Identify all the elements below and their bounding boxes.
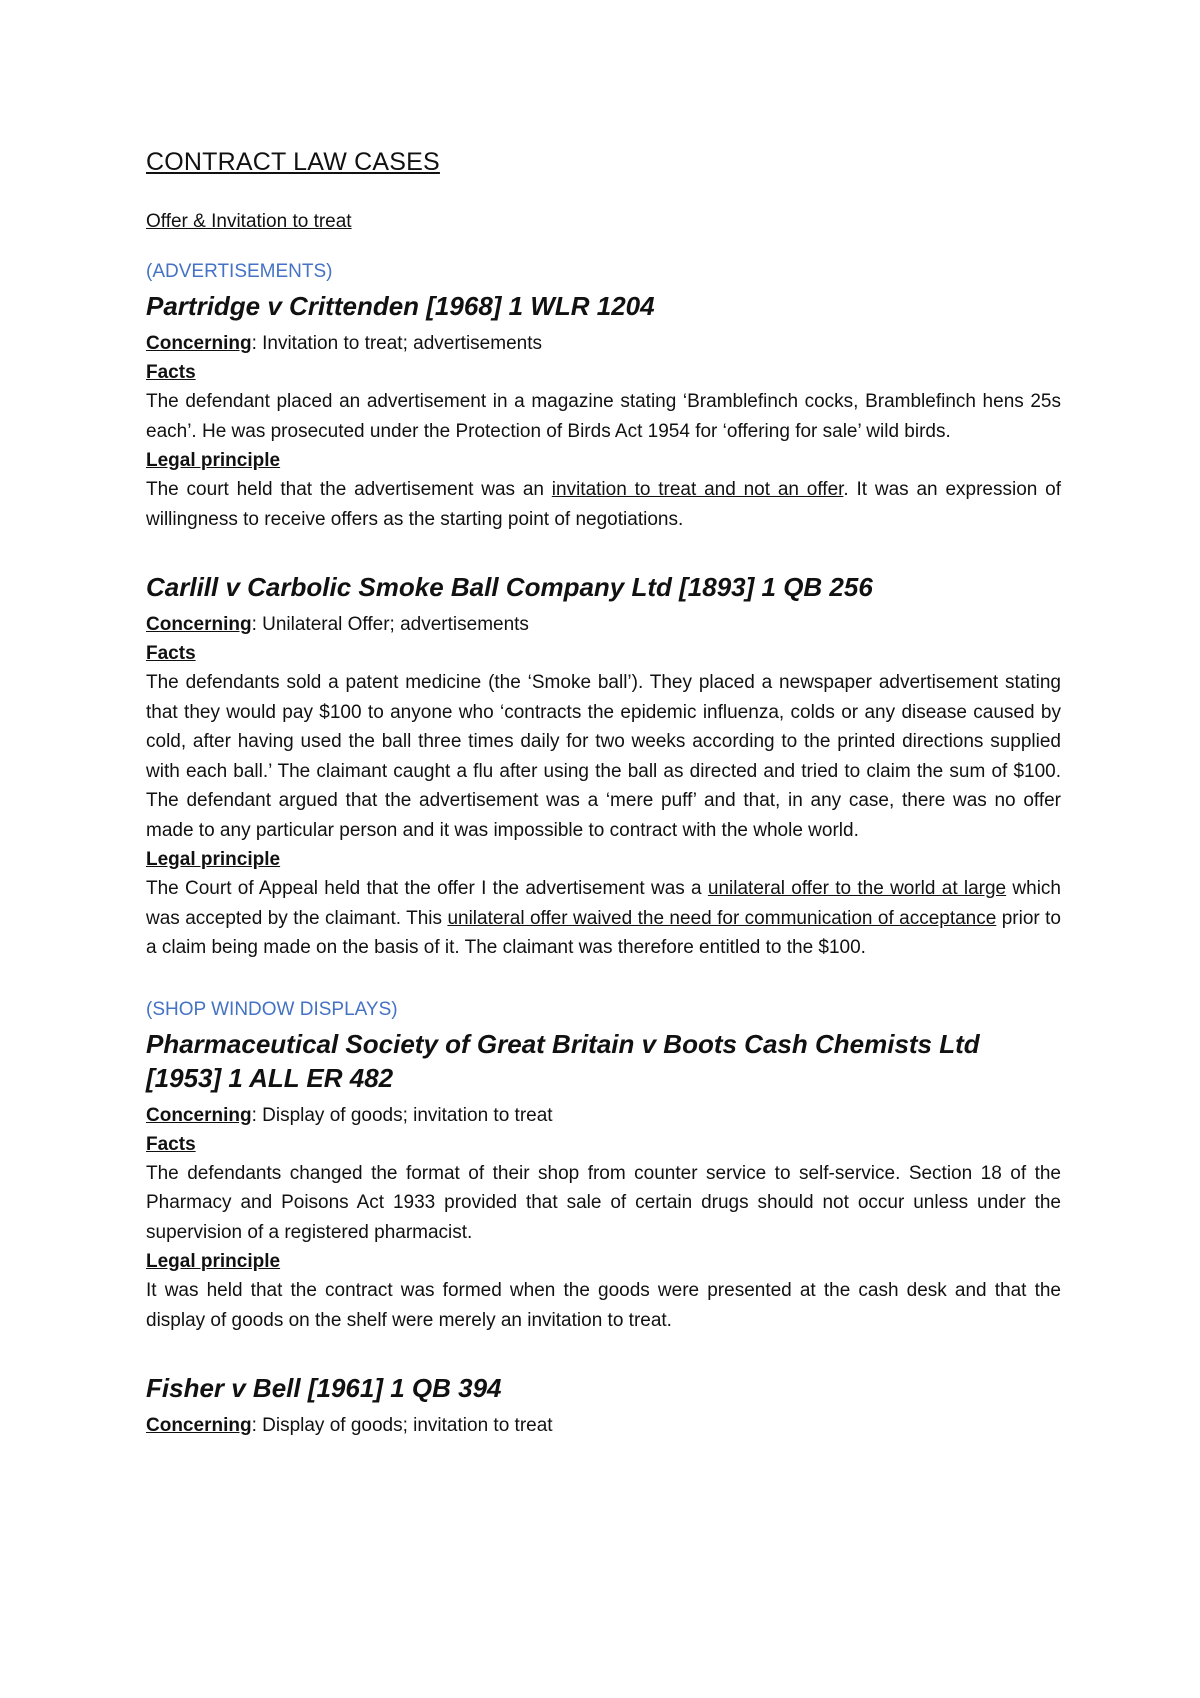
case-name: Carlill v Carbolic Smoke Ball Company Ltd [1893] 1 QB 256 [146, 572, 873, 602]
principle-emphasis: invitation to treat and not an offer [551, 479, 844, 500]
facts-label: Facts [146, 362, 196, 383]
principle-part: prior to a claim being made on the basis of it. The claimant was therefore entitled to the $100. [146, 907, 1061, 958]
category-shop-window: (SHOP WINDOW DISPLAYS) [146, 998, 398, 1020]
concerning-label: Concerning [146, 1104, 252, 1126]
concerning-label: Concerning [146, 1415, 252, 1436]
concerning-line [146, 610, 1061, 639]
concerning-label: Concerning [146, 614, 252, 635]
principle-emphasis: unilateral offer to the world at large [707, 878, 1007, 899]
principle-label: Legal principle [146, 1251, 281, 1272]
case-name: Partridge v Crittenden [1968] 1 WLR 1204 [146, 291, 655, 321]
concerning-line [146, 1411, 1061, 1440]
document-page [146, 148, 1061, 1476]
principle-emphasis: unilateral offer waived the need for communication of acceptance [447, 907, 997, 929]
facts-text: The defendant placed an advertisement in a magazine stating ‘Bramblefinch cocks, Bramblefinch hens 25s each’. He was prosecuted under the Protection of Birds Act 1954 for ‘offering for sale’ wild birds. [146, 391, 1061, 442]
principle-text [146, 874, 1061, 963]
category-advertisements: (ADVERTISEMENTS) [146, 261, 333, 282]
concerning-label: Concerning [146, 333, 252, 354]
principle-part: The court held that the advertisement was an [146, 479, 552, 500]
principle-label: Legal principle [146, 849, 281, 870]
document-title: CONTRACT LAW CASES [146, 148, 440, 176]
concerning-text: : Display of goods; invitation to treat [251, 1415, 553, 1436]
facts-text: The defendants sold a patent medicine (the ‘Smoke ball’). They placed a newspaper advertisement stating that they would pay $100 to anyone who ‘contracts the epidemic influenza, colds or any disease caused by cold, after having used the ball three times daily for two weeks according to the printed directions supplied with each ball.’ The claimant caught a flu after using the ball as directed and tried to claim the sum of $100. The defendant argued that the advertisement was a ‘mere puff’ and that, in any case, there was no offer made to any particular person and it was impossible to contract with the whole world. [146, 672, 1061, 841]
case-boots [146, 1027, 1061, 1336]
principle-text: It was held that the contract was formed when the goods were presented at the cash desk and that the display of goods on the shelf were merely an invitation to treat. [146, 1280, 1061, 1331]
facts-label: Facts [146, 643, 196, 664]
section-title: Offer & Invitation to treat [146, 211, 352, 232]
facts-text: The defendants changed the format of their shop from counter service to self-service. Section 18 of the Pharmacy and Poisons Act 1933 provided that sale of certain drugs should not occur unless under the supervision of a registered pharmacist. [146, 1162, 1061, 1243]
case-fisher [146, 1371, 1061, 1440]
concerning-text: : Display of goods; invitation to treat [251, 1104, 553, 1126]
case-carlill [146, 570, 1061, 963]
concerning-text: : Invitation to treat; advertisements [251, 333, 542, 354]
case-name: Fisher v Bell [1961] 1 QB 394 [146, 1373, 502, 1403]
concerning-line [146, 1101, 1061, 1130]
case-partridge [146, 289, 1061, 534]
facts-label: Facts [146, 1133, 196, 1155]
principle-part: which was accepted by the claimant. This [146, 878, 1061, 929]
principle-text [146, 475, 1061, 534]
concerning-line [146, 329, 1061, 358]
principle-part: . It was an expression of willingness to receive offers as the starting point of negotiations. [146, 479, 1061, 530]
case-name: Pharmaceutical Society of Great Britain v Boots Cash Chemists Ltd [1953] 1 ALL ER 482 [146, 1028, 980, 1093]
principle-label: Legal principle [146, 450, 281, 471]
principle-part: The Court of Appeal held that the offer I the advertisement was a [146, 878, 708, 899]
concerning-text: : Unilateral Offer; advertisements [251, 614, 529, 635]
